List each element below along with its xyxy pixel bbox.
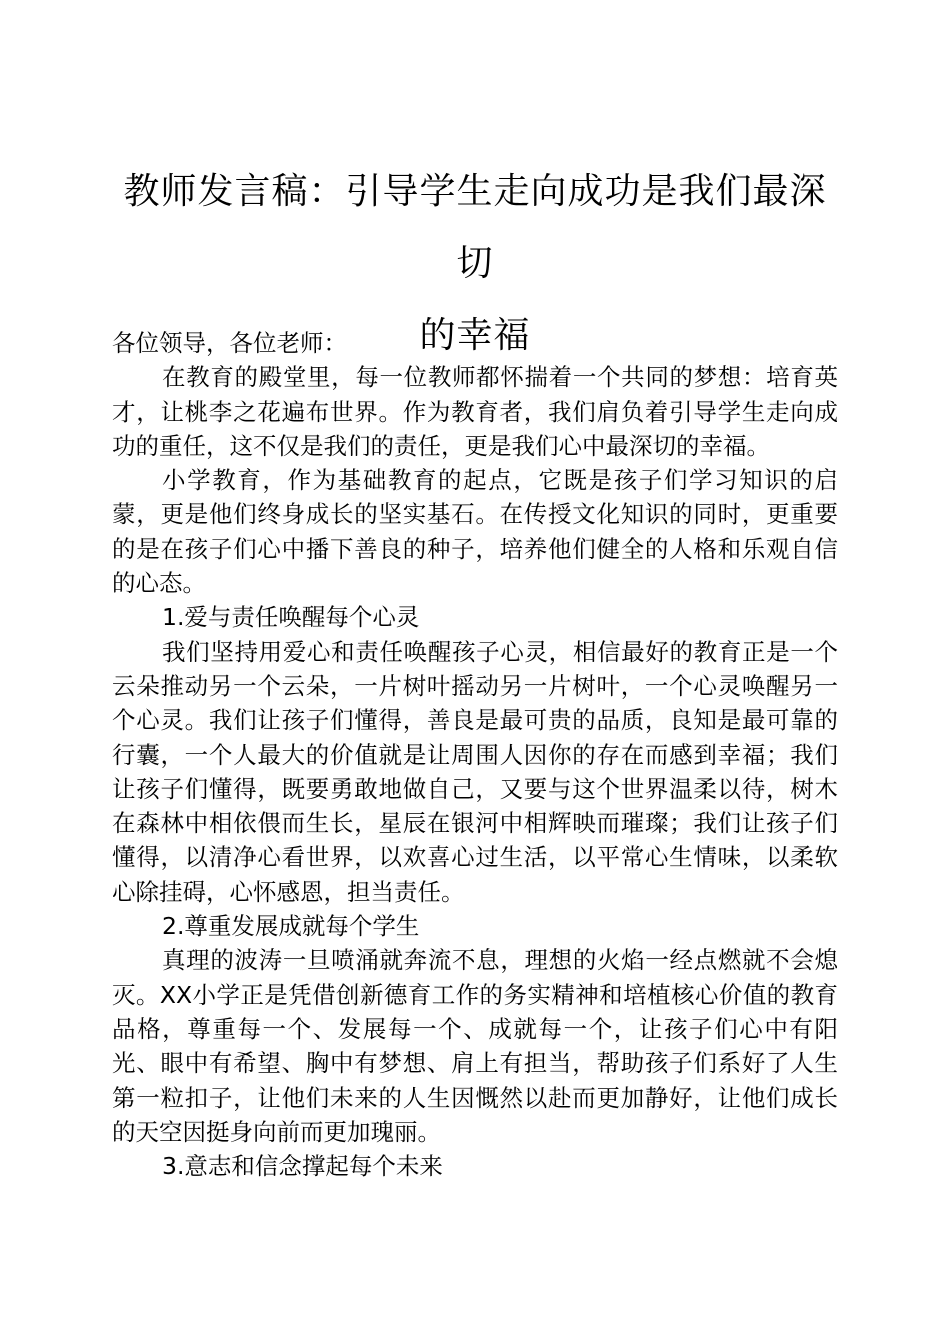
section-heading-2: 2.尊重发展成就每个学生: [162, 912, 420, 941]
paragraph-intro: 在教育的殿堂里，每一位教师都怀揣着一个共同的梦想：培育英才，让桃李之花遍布世界。作为教育者，我们肩负着引导学生走向成功的重任，这不仅是我们的责任，更是我们心中最深切的幸福。: [112, 363, 838, 460]
document-body: [112, 326, 838, 1183]
section-text-2: 真理的波涛一旦喷涌就奔流不息，理想的火焰一经点燃就不会熄灭。XX小学正是凭借创新德育工作的务实精神和培植核心价值的教育品格，尊重每一个、发展每一个、成就每一个，让孩子们心中有阳光、眼中有希望、胸中有梦想、肩上有担当，帮助孩子们系好了人生第一粒扣子，让他们未来的人生因慨然以赴而更加静好，让他们成长的天空因挺身向前而更加瑰丽。: [112, 946, 838, 1146]
salutation: 各位领导，各位老师：: [112, 329, 347, 357]
title-line-1: 教师发言稿：引导学生走向成功是我们最深切: [123, 171, 827, 284]
section-text-1: 我们坚持用爱心和责任唤醒孩子心灵，相信最好的教育正是一个云朵推动另一个云朵，一片树叶摇动另一片树叶，一个心灵唤醒另一个心灵。我们让孩子们懂得，善良是最可贵的品质，良知是最可靠的行囊，一个人最大的价值就是让周围人因你的存在而感到幸福；我们让孩子们懂得，既要勇敢地做自己，又要与这个世界温柔以待，树木在森林中相依偎而生长，星辰在银河中相辉映而璀璨；我们让孩子们懂得，以清净心看世界，以欢喜心过生活，以平常心生情味，以柔软心除挂碍，心怀感恩，担当责任。: [112, 637, 838, 906]
section-heading-3: 3.意志和信念撑起每个未来: [162, 1152, 443, 1181]
paragraph-primary-education: 小学教育，作为基础教育的起点，它既是孩子们学习知识的启蒙，更是他们终身成长的坚实基石。在传授文化知识的同时，更重要的是在孩子们心中播下善良的种子，培养他们健全的人格和乐观自信的心态。: [112, 466, 838, 598]
section-heading-1: 1.爱与责任唤醒每个心灵: [162, 603, 420, 632]
title-line-2: 的幸福: [419, 315, 531, 356]
